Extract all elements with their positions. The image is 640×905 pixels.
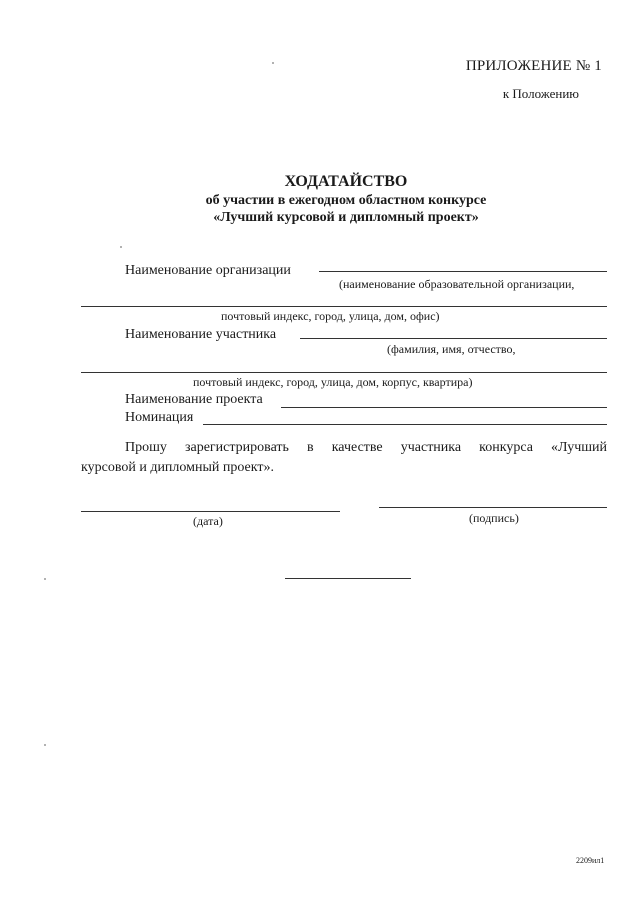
appendix-reference: к Положению: [502, 86, 579, 101]
participant-label: Наименование участника: [125, 327, 277, 342]
document-title: ХОДАТАЙСТВО: [284, 173, 408, 190]
project-label: Наименование проекта: [125, 392, 263, 407]
request-word: участника: [400, 440, 462, 455]
date-caption: (дата): [193, 514, 223, 528]
organization-field-line[interactable]: [319, 271, 607, 272]
scan-speck: [44, 744, 46, 746]
appendix-number: ПРИЛОЖЕНИЕ № 1: [465, 58, 602, 74]
request-word: конкурса: [479, 440, 533, 455]
request-line-1: [125, 440, 607, 456]
date-field-line[interactable]: [81, 511, 340, 512]
document-subtitle-line1: об участии в ежегодном областном конкурсе: [205, 193, 487, 208]
request-word: качестве: [331, 440, 383, 455]
scan-speck: [44, 578, 46, 580]
nomination-field-line[interactable]: [203, 424, 607, 425]
scan-speck: [272, 62, 274, 64]
organization-hint-2: почтовый индекс, город, улица, дом, офис): [221, 309, 440, 323]
participant-hint-2: почтовый индекс, город, улица, дом, корпус, квартира): [193, 375, 473, 389]
document-subtitle-line2: «Лучший курсовой и дипломный проект»: [213, 210, 479, 225]
closing-divider: [285, 578, 411, 579]
document-code: 2209ил1: [576, 856, 605, 865]
signature-field-line[interactable]: [379, 507, 607, 508]
signature-caption: (подпись): [469, 511, 519, 525]
nomination-label: Номинация: [125, 410, 194, 425]
project-field-line[interactable]: [281, 407, 607, 408]
request-word: зарегистрировать: [184, 440, 289, 455]
request-word: «Лучший: [551, 440, 607, 455]
request-word: Прошу: [125, 440, 167, 455]
scan-speck: [120, 246, 122, 248]
participant-address-line[interactable]: [81, 372, 607, 373]
participant-field-line[interactable]: [300, 338, 607, 339]
organization-label: Наименование организации: [125, 263, 291, 278]
request-word: в: [307, 440, 314, 455]
organization-address-line[interactable]: [81, 306, 607, 307]
request-line-2: курсовой и дипломный проект».: [81, 460, 275, 475]
participant-hint-1: (фамилия, имя, отчество,: [387, 342, 516, 356]
organization-hint-1: (наименование образовательной организации,: [339, 277, 575, 291]
